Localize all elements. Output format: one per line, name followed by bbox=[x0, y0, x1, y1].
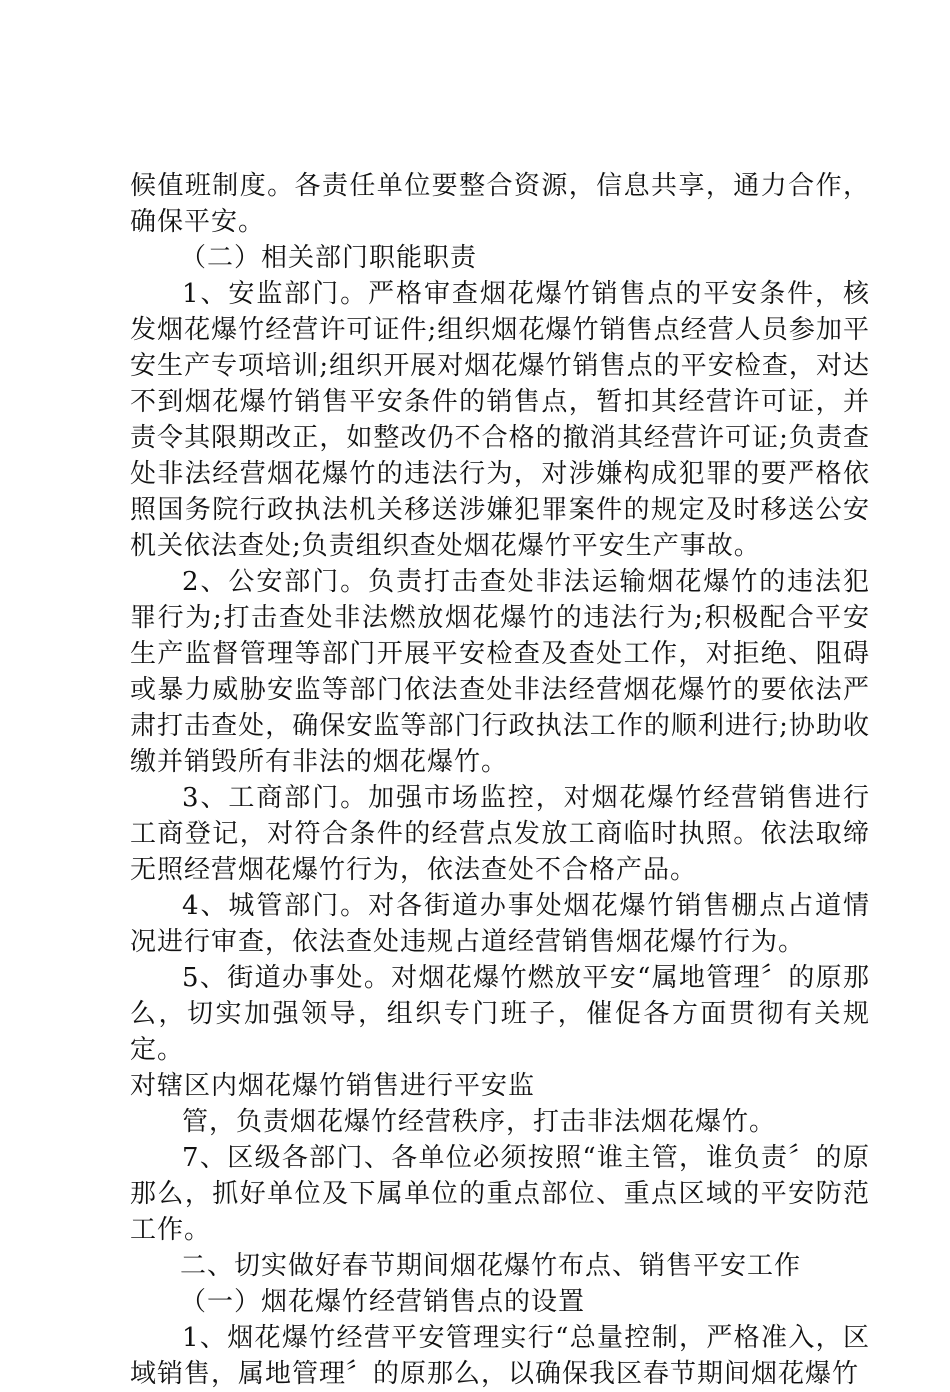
document-body bbox=[130, 168, 870, 1392]
subsection-heading-sales-points: （一）烟花爆竹经营销售点的设置 bbox=[180, 1287, 586, 1317]
section-heading-departments: （二）相关部门职能职责 bbox=[180, 243, 478, 273]
paragraph-public-security: 2、公安部门。负责打击查处非法运输烟花爆竹的违法犯罪行为;打击查处非法燃放烟花爆竹的违法行为;积极配合平安生产监督管理等部门开展平安检查及查处工作，对拒绝、阻碍或暴力威胁安监等部门依法查处非法经营烟花爆竹的要依法严肃打击查处，确保安监等部门行政执法工作的顺利进行;协助收缴并销毁所有非法的烟花爆竹。 bbox=[130, 567, 870, 777]
paragraph-jurisdiction-supervision: 对辖区内烟花爆竹销售进行平安监 bbox=[130, 1071, 536, 1101]
paragraph-management-order: 管，负责烟花爆竹经营秩序，打击非法烟花爆竹。 bbox=[182, 1107, 777, 1137]
paragraph-duty-system: 候值班制度。各责任单位要整合资源，信息共享，通力合作，确保平安。 bbox=[130, 171, 870, 237]
section-heading-spring-festival: 二、切实做好春节期间烟花爆竹布点、销售平安工作 bbox=[180, 1251, 802, 1281]
paragraph-district-departments: 7、区级各部门、各单位必须按照“谁主管，谁负责〞的原那么，抓好单位及下属单位的重点部位、重点区域的平安防范工作。 bbox=[130, 1143, 870, 1245]
paragraph-street-office: 5、街道办事处。对烟花爆竹燃放平安“属地管理〞的原那么，切实加强领导，组织专门班子，催促各方面贯彻有关规定。 bbox=[130, 963, 870, 1065]
paragraph-urban-management: 4、城管部门。对各街道办事处烟花爆竹销售棚点占道情况进行审查，依法查处违规占道经营销售烟花爆竹行为。 bbox=[130, 891, 870, 957]
paragraph-total-control: 1、烟花爆竹经营平安管理实行“总量控制，严格准入，区域销售，属地管理〞的原那么，以确保我区春节期间烟花爆竹 bbox=[130, 1323, 870, 1389]
paragraph-safety-supervision: 1、安监部门。严格审查烟花爆竹销售点的平安条件，核发烟花爆竹经营许可证件;组织烟花爆竹销售点经营人员参加平安生产专项培训;组织开展对烟花爆竹销售点的平安检查，对达不到烟花爆竹销售平安条件的销售点，暂扣其经营许可证，并责令其限期改正，如整改仍不合格的撤消其经营许可证;负责查处非法经营烟花爆竹的违法行为，对涉嫌构成犯罪的要严格依照国务院行政执法机关移送涉嫌犯罪案件的规定及时移送公安机关依法查处;负责组织查处烟花爆竹平安生产事故。 bbox=[130, 279, 870, 561]
paragraph-industry-commerce: 3、工商部门。加强市场监控，对烟花爆竹经营销售进行工商登记，对符合条件的经营点发放工商临时执照。依法取缔无照经营烟花爆竹行为，依法查处不合格产品。 bbox=[130, 783, 870, 885]
